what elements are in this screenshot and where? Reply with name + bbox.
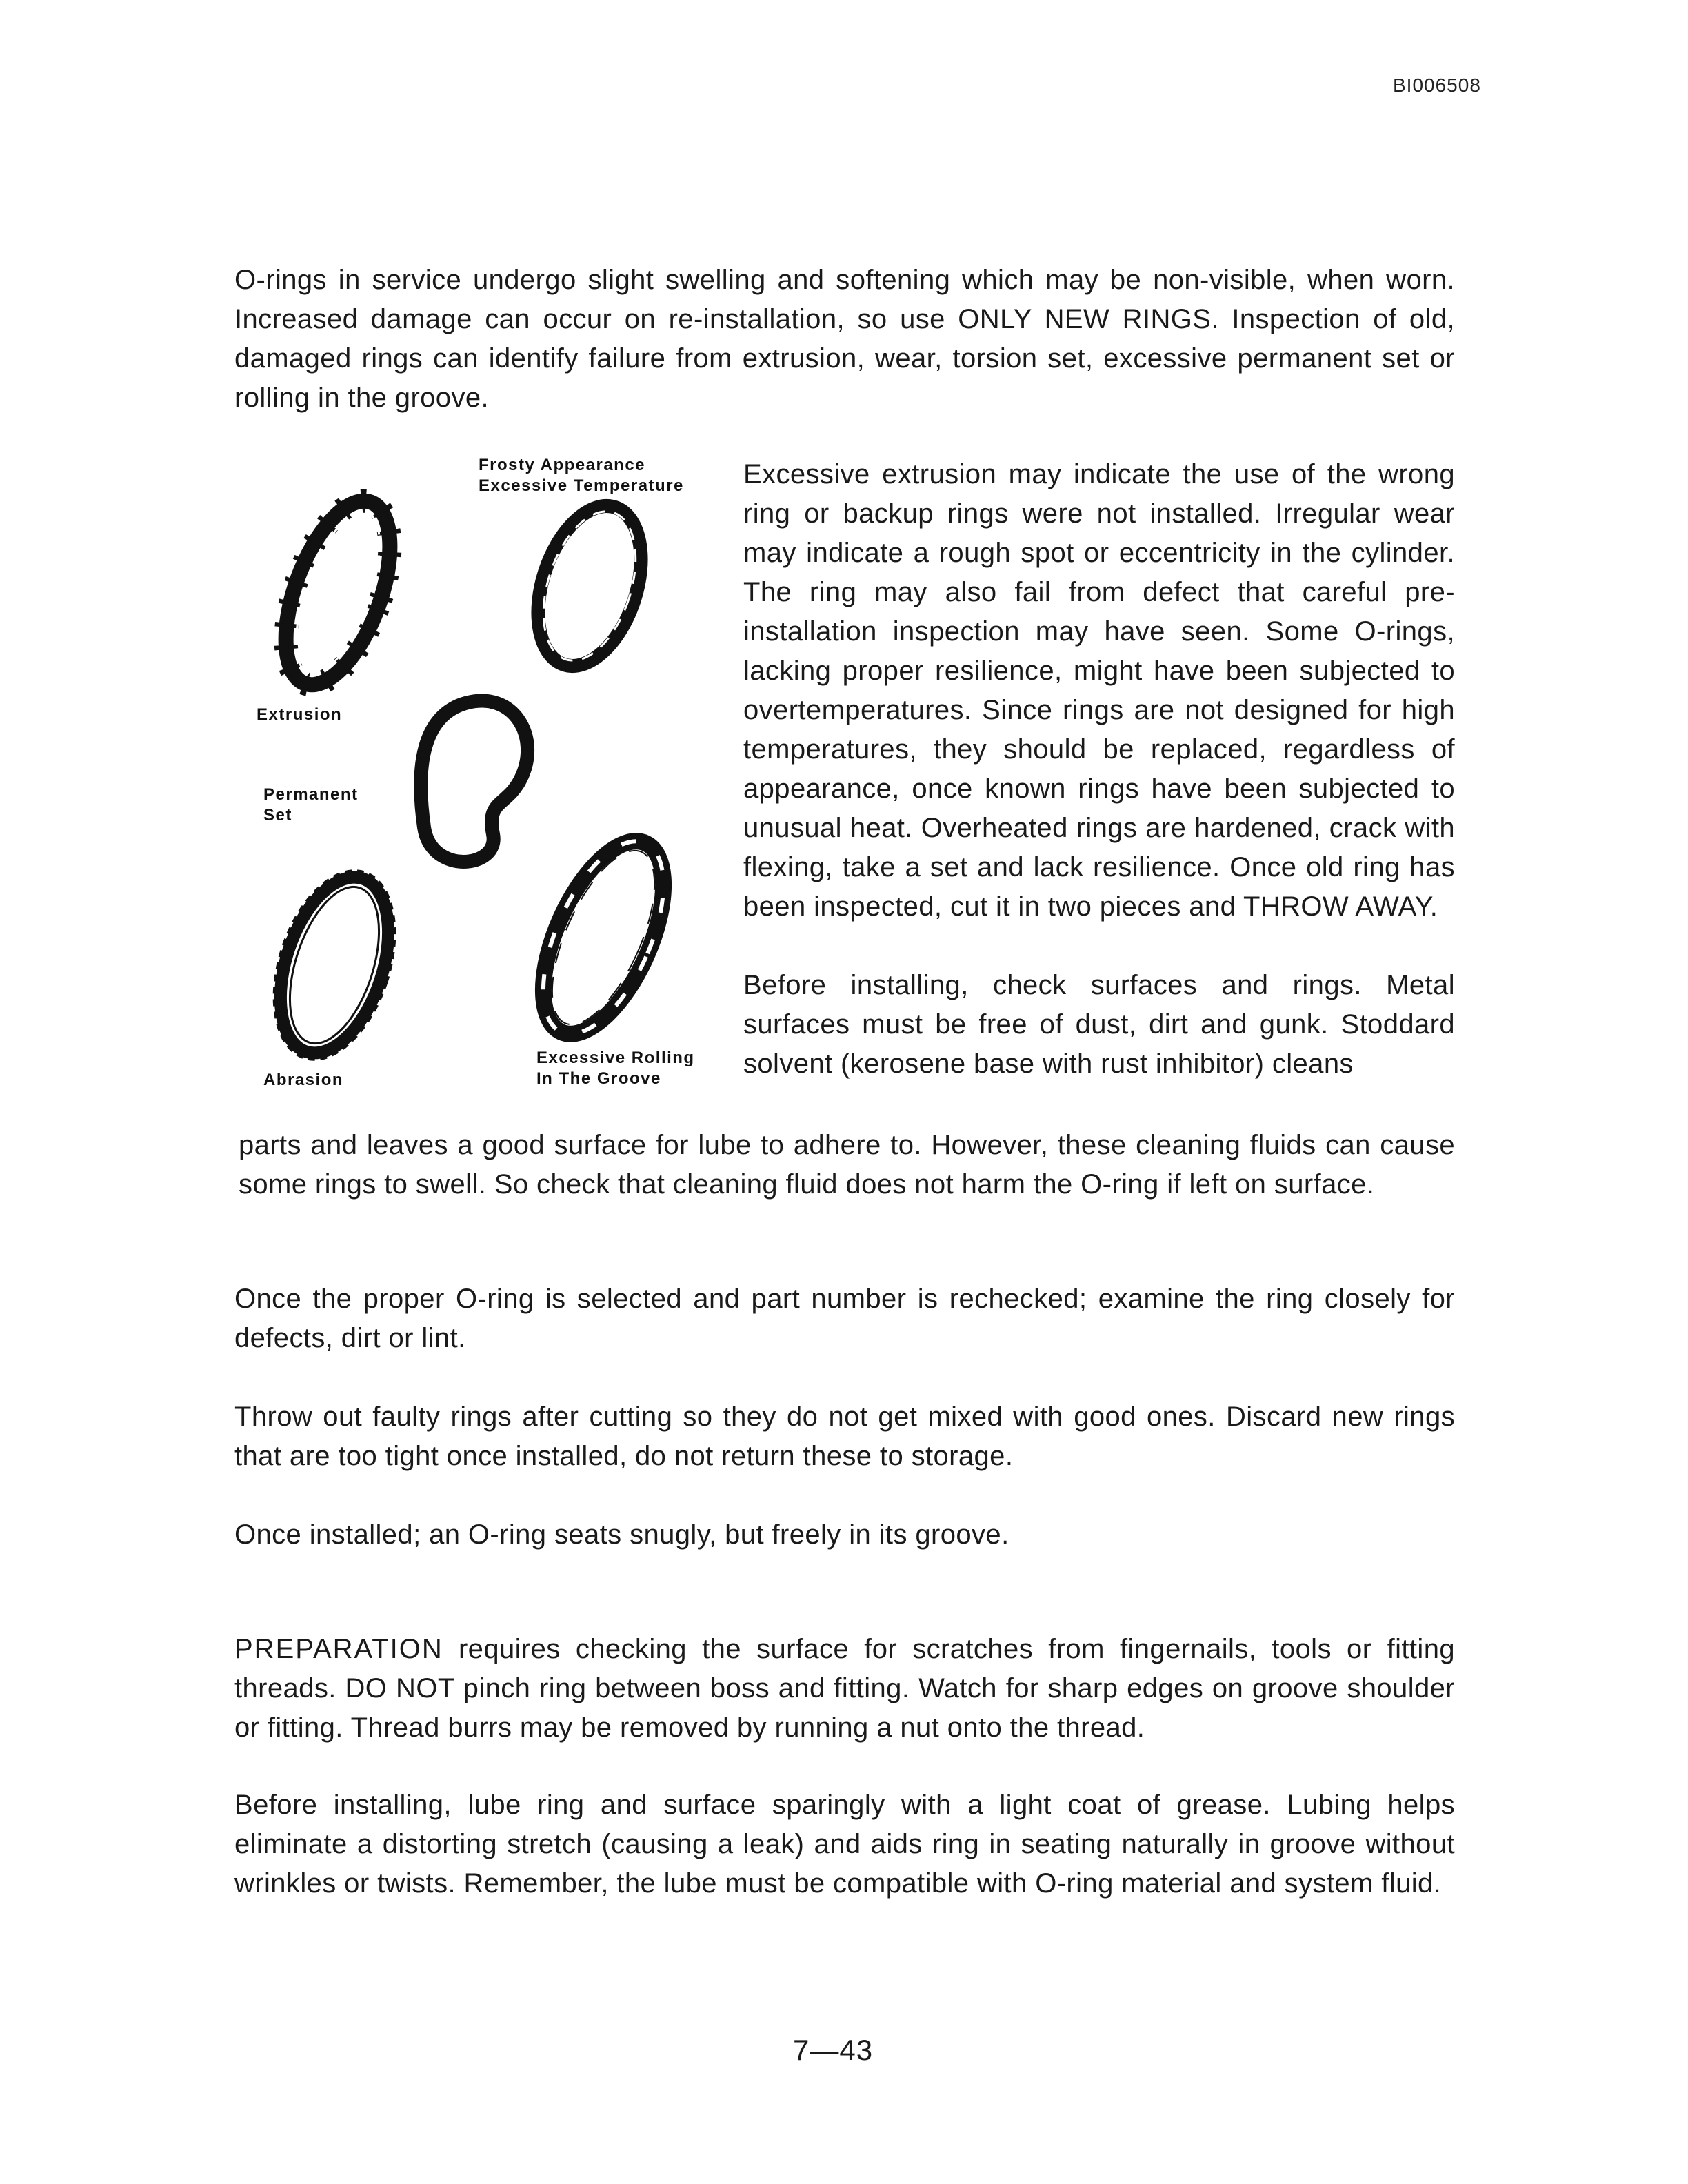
label-frosty-line2: Excessive Temperature <box>479 476 684 495</box>
document-id: BI006508 <box>1393 74 1481 96</box>
label-extrusion: Extrusion <box>257 705 343 724</box>
label-permanent-line1: Permanent <box>263 785 359 804</box>
frosty-ring-illustration <box>519 493 660 679</box>
label-permanent-line2: Set <box>263 806 292 825</box>
page-number: 7—43 <box>793 2034 874 2066</box>
permanent-set-illustration <box>421 701 528 862</box>
label-frosty-appearance <box>479 455 684 496</box>
extrusion-paragraph: Excessive extrusion may indicate the use of the wrong ring or backup rings were not installed. Irregular wear may indicate a rough spot or eccentricity in the cylinder. The ring may also fail from defect that careful pre-installation inspection may have seen. Some O-rings, lacking proper resilience, might have been subjected to overtemperatures. Since rings are not designed for high temperatures, they should be replaced, regardless of appearance, once known rings have been subjected to unusual heat. Overheated rings are hardened, crack with flexing, take a set and lack resilience. Once old ring has been inspected, cut it in two pieces and THROW AWAY. <box>743 459 1455 922</box>
oring-failure-figure <box>234 455 724 1110</box>
preparation-heading: PREPARATION <box>234 1634 443 1664</box>
lube-paragraph: Before installing, lube ring and surface sparingly with a light coat of grease. Lubing helps eliminate a distorting stretch (causing a leak) and aids ring in seating naturally in groove without wrinkles or twists. Remember, the lube must be compatible with O-ring material and system fluid. <box>234 1790 1455 1899</box>
proper-oring-paragraph: Once the proper O-ring is selected and part number is rechecked; examine the ring closely for defects, dirt or lint. <box>234 1284 1455 1353</box>
label-rolling-line1: Excessive Rolling <box>536 1049 695 1067</box>
label-permanent-set <box>263 785 359 826</box>
label-excessive-rolling <box>536 1048 695 1089</box>
label-rolling-line2: In The Groove <box>536 1069 661 1088</box>
preparation-text: requires checking the surface for scratches from fingernails, tools or fitting threads. DO NOT pinch ring between boss and fitting. Watch for sharp edges on groove shoulder or fitting. Thread burrs may be removed by running a nut onto the thread. <box>234 1634 1455 1743</box>
rolling-ring-illustration <box>519 824 688 1051</box>
throw-out-paragraph: Throw out faulty rings after cutting so they do not get mixed with good ones. Discard new rings that are too tight once installed, do not return these to storage. <box>234 1402 1455 1471</box>
intro-paragraph: O-rings in service undergo slight swelling and softening which may be non-visible, when worn. Increased damage can occur on re-installation, so use ONLY NEW RINGS. Inspection of old, damaged rings can identify failure from extrusion, wear, torsion set, excessive permanent set or rolling in the groove. <box>234 265 1455 413</box>
extrusion-ring-illustration <box>265 487 411 698</box>
label-frosty-line1: Frosty Appearance <box>479 456 646 474</box>
before-installing-paragraph-start: Before installing, check surfaces and rings. Metal surfaces must be free of dust, dirt and gunk. Stoddard solvent (kerosene base with rust inhibitor) cleans <box>743 970 1455 1079</box>
preparation-paragraph <box>234 1630 1455 1748</box>
before-installing-paragraph-end: parts and leaves a good surface for lube to adhere to. However, these cleaning fluids can cause some rings to swell. So check that cleaning fluid does not harm the O-ring if left on surface. <box>239 1130 1455 1200</box>
right-column-text <box>743 455 1455 1084</box>
abrasion-ring-illustration <box>252 855 417 1075</box>
label-abrasion: Abrasion <box>263 1071 344 1089</box>
oring-illustrations <box>234 455 724 1110</box>
once-installed-paragraph: Once installed; an O-ring seats snugly, but freely in its groove. <box>234 1519 1009 1550</box>
